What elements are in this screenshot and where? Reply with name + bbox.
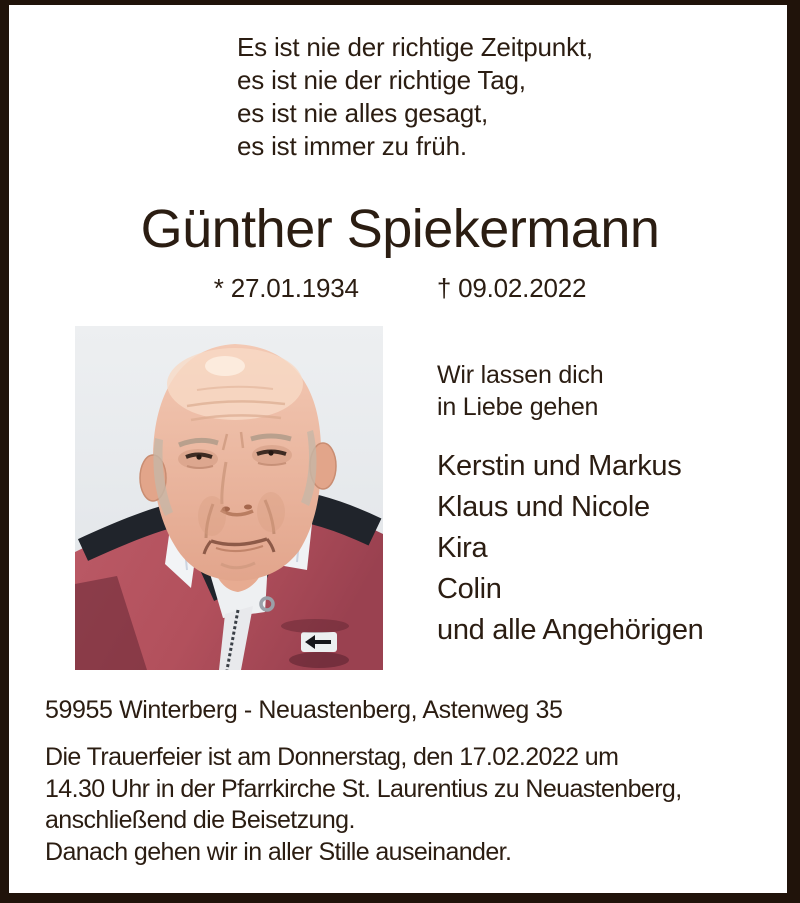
mourner-name: und alle Angehörigen — [437, 614, 704, 646]
mourners-list — [437, 446, 704, 651]
mourner-name: Kerstin und Markus — [437, 450, 682, 482]
poem-line: es ist nie der richtige Tag, — [237, 65, 526, 95]
portrait-photo — [75, 326, 383, 670]
service-info — [45, 742, 682, 868]
portrait-illustration — [75, 326, 383, 670]
poem-line: es ist nie alles gesagt, — [237, 98, 489, 128]
poem-line: es ist immer zu früh. — [237, 131, 467, 161]
service-line: Die Trauerfeier ist am Donnerstag, den 17.02.2022 um — [45, 743, 619, 771]
death-date: † 09.02.2022 — [436, 273, 587, 303]
birth-date: * 27.01.1934 — [213, 273, 359, 303]
farewell-line: in Liebe gehen — [437, 393, 599, 421]
poem-line: Es ist nie der richtige Zeitpunkt, — [237, 32, 593, 62]
mourner-name: Kira — [437, 532, 488, 564]
service-line: 14.30 Uhr in der Pfarrkirche St. Laurentius zu Neuastenberg, — [45, 774, 682, 803]
farewell-text — [437, 359, 604, 423]
deceased-name: Günther Spiekermann — [140, 199, 660, 259]
service-line: anschließend die Beisetzung. — [45, 806, 355, 834]
mourner-name: Colin — [437, 573, 502, 605]
service-line: Danach gehen wir in aller Stille auseinander. — [45, 837, 512, 866]
life-dates — [0, 273, 800, 304]
farewell-line: Wir lassen dich — [437, 361, 604, 389]
mourner-name: Klaus und Nicole — [437, 491, 650, 523]
poem — [237, 31, 593, 163]
address-line: 59955 Winterberg - Neuastenberg, Astenweg 35 — [45, 696, 563, 724]
